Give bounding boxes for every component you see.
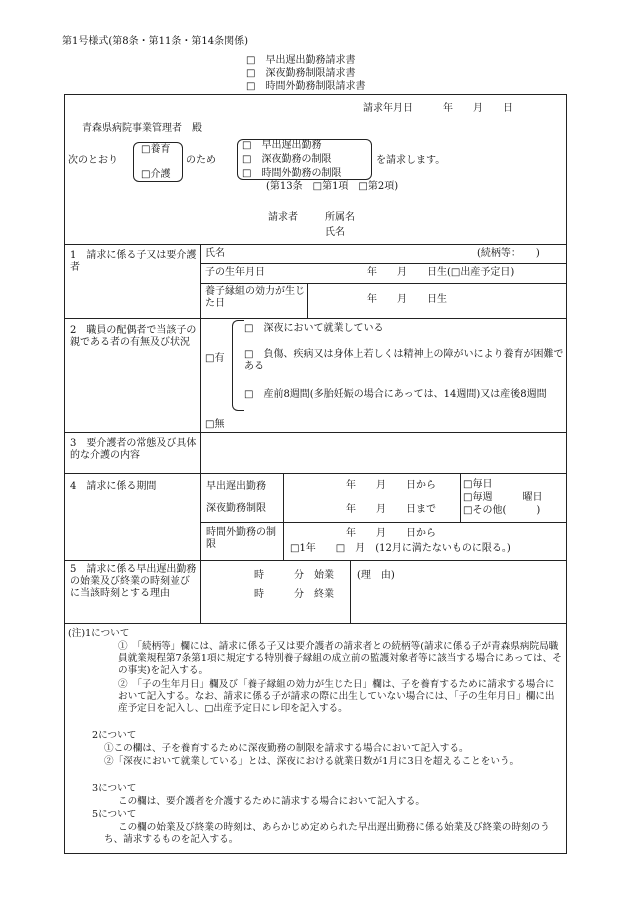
note-2-2: ②「深夜において就業している」とは、深夜における就業日数が1月に3日を超えることをいう。: [104, 756, 520, 767]
freq-daily-checkbox[interactable]: □毎日: [463, 479, 493, 490]
freq-other-checkbox[interactable]: □その他( ): [463, 505, 541, 516]
note-2-1: ①この欄は、子を養育するために深夜勤務の制限を請求する場合において記入する。: [104, 743, 469, 754]
reason-label[interactable]: (理 由): [357, 570, 395, 581]
note-3: この欄は、要介護者を介護するために請求する場合において記入する。: [118, 796, 425, 807]
row-line: [64, 318, 567, 319]
form-number: 第1号様式(第8条・第11条・第14条関係): [62, 36, 248, 47]
freq-weekly-checkbox[interactable]: □毎週 曜日: [463, 492, 543, 503]
for-label: のため: [186, 155, 216, 166]
intro-prefix: 次のとおり: [68, 155, 118, 166]
title-overtime-limit[interactable]: □ 時間外勤務制限請求書: [246, 81, 366, 92]
period-from[interactable]: 年 月 日から: [346, 480, 436, 491]
row-line: [64, 623, 567, 624]
article-reference[interactable]: (第13条 □第1項 □第2項): [266, 181, 399, 192]
row-line: [64, 560, 567, 561]
birth-date-field[interactable]: 年 月 日生(□出産予定日): [367, 267, 515, 278]
overtime-period[interactable]: □1年 □ 月 (12月に満たないものに限る。): [290, 543, 511, 554]
row-line: [64, 432, 567, 433]
row-line: [64, 473, 567, 474]
form-frame: [64, 94, 567, 854]
night-limit-label: 深夜勤務制限: [206, 503, 266, 514]
col-line: [307, 283, 308, 318]
overtime-from[interactable]: 年 月 日から: [346, 528, 436, 539]
section4-label: 4 請求に係る期間: [70, 481, 157, 492]
care-option-nursing[interactable]: □介護: [141, 169, 171, 180]
early-late-label: 早出遅出勤務: [206, 481, 266, 492]
notes-heading: (注)1について: [68, 628, 130, 639]
spouse-yes-checkbox[interactable]: □有: [205, 353, 225, 364]
affiliation-label: 所属名: [325, 212, 355, 223]
notes-heading-5: 5について: [92, 809, 137, 820]
section2-label: 2 職員の配偶者で当該子の親である者の有無及び状況: [70, 325, 197, 348]
note-1-1: ① 「続柄等」欄には、請求に係る子又は要介護者の請求者との続柄等(請求に係る子が青森県病院局職員就業規程第7条第1項に規定する特別養子縁組の成立前の監護対象者等に該当する場合にあっては、その事実)を記入する。: [118, 641, 562, 676]
notes-heading-2: 2について: [92, 730, 137, 741]
start-time-field[interactable]: 時 分 始業: [254, 570, 334, 581]
spouse-option-maternity[interactable]: □ 産前8週間(多胎妊娠の場合にあっては、14週間)又は産後8週間: [244, 389, 547, 400]
section1-label: 1 請求に係る子又は要介護者: [70, 250, 197, 273]
row-line: [200, 522, 567, 523]
col-line: [283, 473, 284, 560]
request-suffix: を請求します。: [376, 155, 446, 166]
child-name-label: 氏名: [205, 248, 225, 259]
requester-label: 請求者: [268, 212, 298, 223]
title-night-limit[interactable]: □ 深夜勤務制限請求書: [246, 68, 356, 79]
type-early-late[interactable]: □ 早出遅出勤務: [242, 140, 322, 151]
section3-label: 3 要介護者の常態及び具体的な介護の内容: [70, 438, 197, 461]
birth-date-label: 子の生年月日: [205, 267, 265, 278]
row-line: [200, 283, 567, 284]
type-night-limit[interactable]: □ 深夜勤務の制限: [242, 154, 332, 165]
relation-note[interactable]: (続柄等： ): [477, 248, 540, 259]
adoption-date-label: 養子縁組の効力が生じた日: [205, 286, 305, 309]
note-5: この欄の始業及び終業の時刻は、あらかじめ定められた早出遅出勤務に係る始業及び終業の時刻のうち、請求するものを記入する。: [104, 822, 550, 845]
section5-label: 5 請求に係る早出遅出勤務の始業及び終業の時刻並びに当該時刻とする理由: [70, 564, 197, 599]
request-date[interactable]: 請求年月日 年 月 日: [363, 103, 513, 114]
type-overtime-limit[interactable]: □ 時間外勤務の制限: [242, 168, 342, 179]
requester-name-label: 氏名: [325, 227, 345, 238]
note-1-2: ② 「子の生年月日」欄及び「養子縁組の効力が生じた日」欄は、子を養育するために請求する場合において記入する。なお、請求に係る子が請求の際に出生していない場合には、「子の生年月日」欄に出産予定日を記入し、□出産予定日にレ印を記入する。: [118, 679, 555, 714]
spouse-option-disability[interactable]: □ 負傷、疾病又は身体上若しくは精神上の障がいにより養育が困難である: [244, 349, 564, 372]
notes-heading-3: 3について: [92, 783, 137, 794]
row-line: [64, 244, 567, 245]
care-option-nurture[interactable]: □養育: [141, 144, 171, 155]
end-time-field[interactable]: 時 分 終業: [254, 589, 334, 600]
spouse-brace: [232, 320, 244, 411]
row-line: [200, 263, 567, 264]
col-line: [460, 473, 461, 522]
period-to[interactable]: 年 月 日まで: [346, 504, 436, 515]
overtime-limit-label: 時間外勤務の制限: [206, 527, 276, 550]
title-early-late[interactable]: □ 早出遅出勤務請求書: [246, 55, 356, 66]
spouse-no-checkbox[interactable]: □無: [205, 419, 225, 430]
col-line: [350, 560, 351, 623]
col-line: [200, 244, 201, 623]
spouse-option-night[interactable]: □ 深夜において就業している: [244, 323, 384, 334]
addressee: 青森県病院事業管理者 殿: [82, 123, 202, 134]
adoption-date-field[interactable]: 年 月 日生: [367, 294, 447, 305]
